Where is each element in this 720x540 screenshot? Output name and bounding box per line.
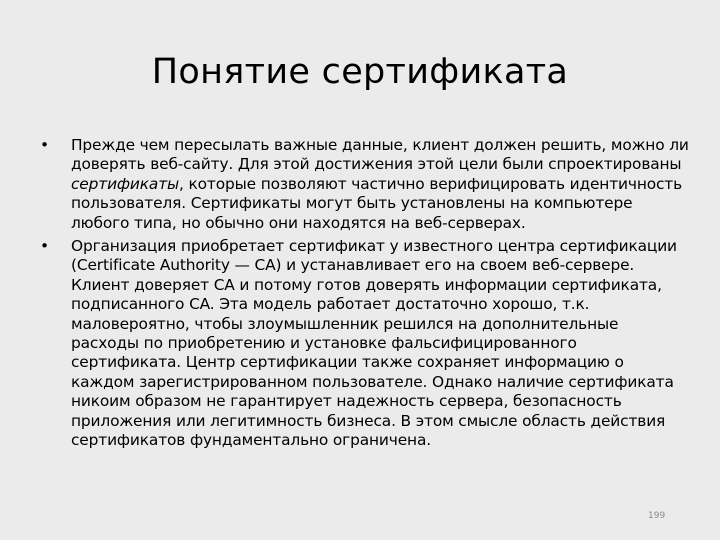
bullet-emphasis-term: сертификаты (71, 174, 180, 193)
bullet-text-start: Прежде чем пересылать важные данные, клиент должен решить, можно ли доверять веб-сайту. Для этой достижения этой цели были спроектированы (71, 136, 689, 174)
bullet-text: Организация приобретает сертификат у известного центра сертификации (Certificate Authority — CA) и устанавливает его на своем веб-сервере. Клиент доверяет CA и потому готов доверять информации сертификата, подписанного CA. Эта модель работает достаточно хорошо, т.к. маловероятно, чтобы злоумышленник решился на дополнительные расходы по приобретению и установке фальсифицированного сертификата. Центр сертификации также сохраняет информацию о каждом зарегистрированном пользователе. Однако наличие сертификата никоим образом не гарантирует надежность сервера, безопасность приложения или легитимность бизнеса. В этом смысле область действия сертификатов фундаментально ограничена. (71, 237, 677, 450)
bullet-marker: • (40, 136, 49, 154)
bullet-list (40, 136, 690, 455)
bullet-item-certificate-purpose (40, 136, 690, 233)
bullet-text-end: , которые позволяют частично верифицировать идентичность пользователя. Сертификаты могут быть установлены на компьютере любого типа, но обычно они находятся на веб-серверах. (71, 174, 683, 232)
bullet-marker: • (40, 237, 49, 256)
bullet-item-certificate-authority (40, 237, 690, 450)
slide-title: Понятие сертификата (151, 52, 569, 92)
page-number: 199 (648, 511, 666, 521)
